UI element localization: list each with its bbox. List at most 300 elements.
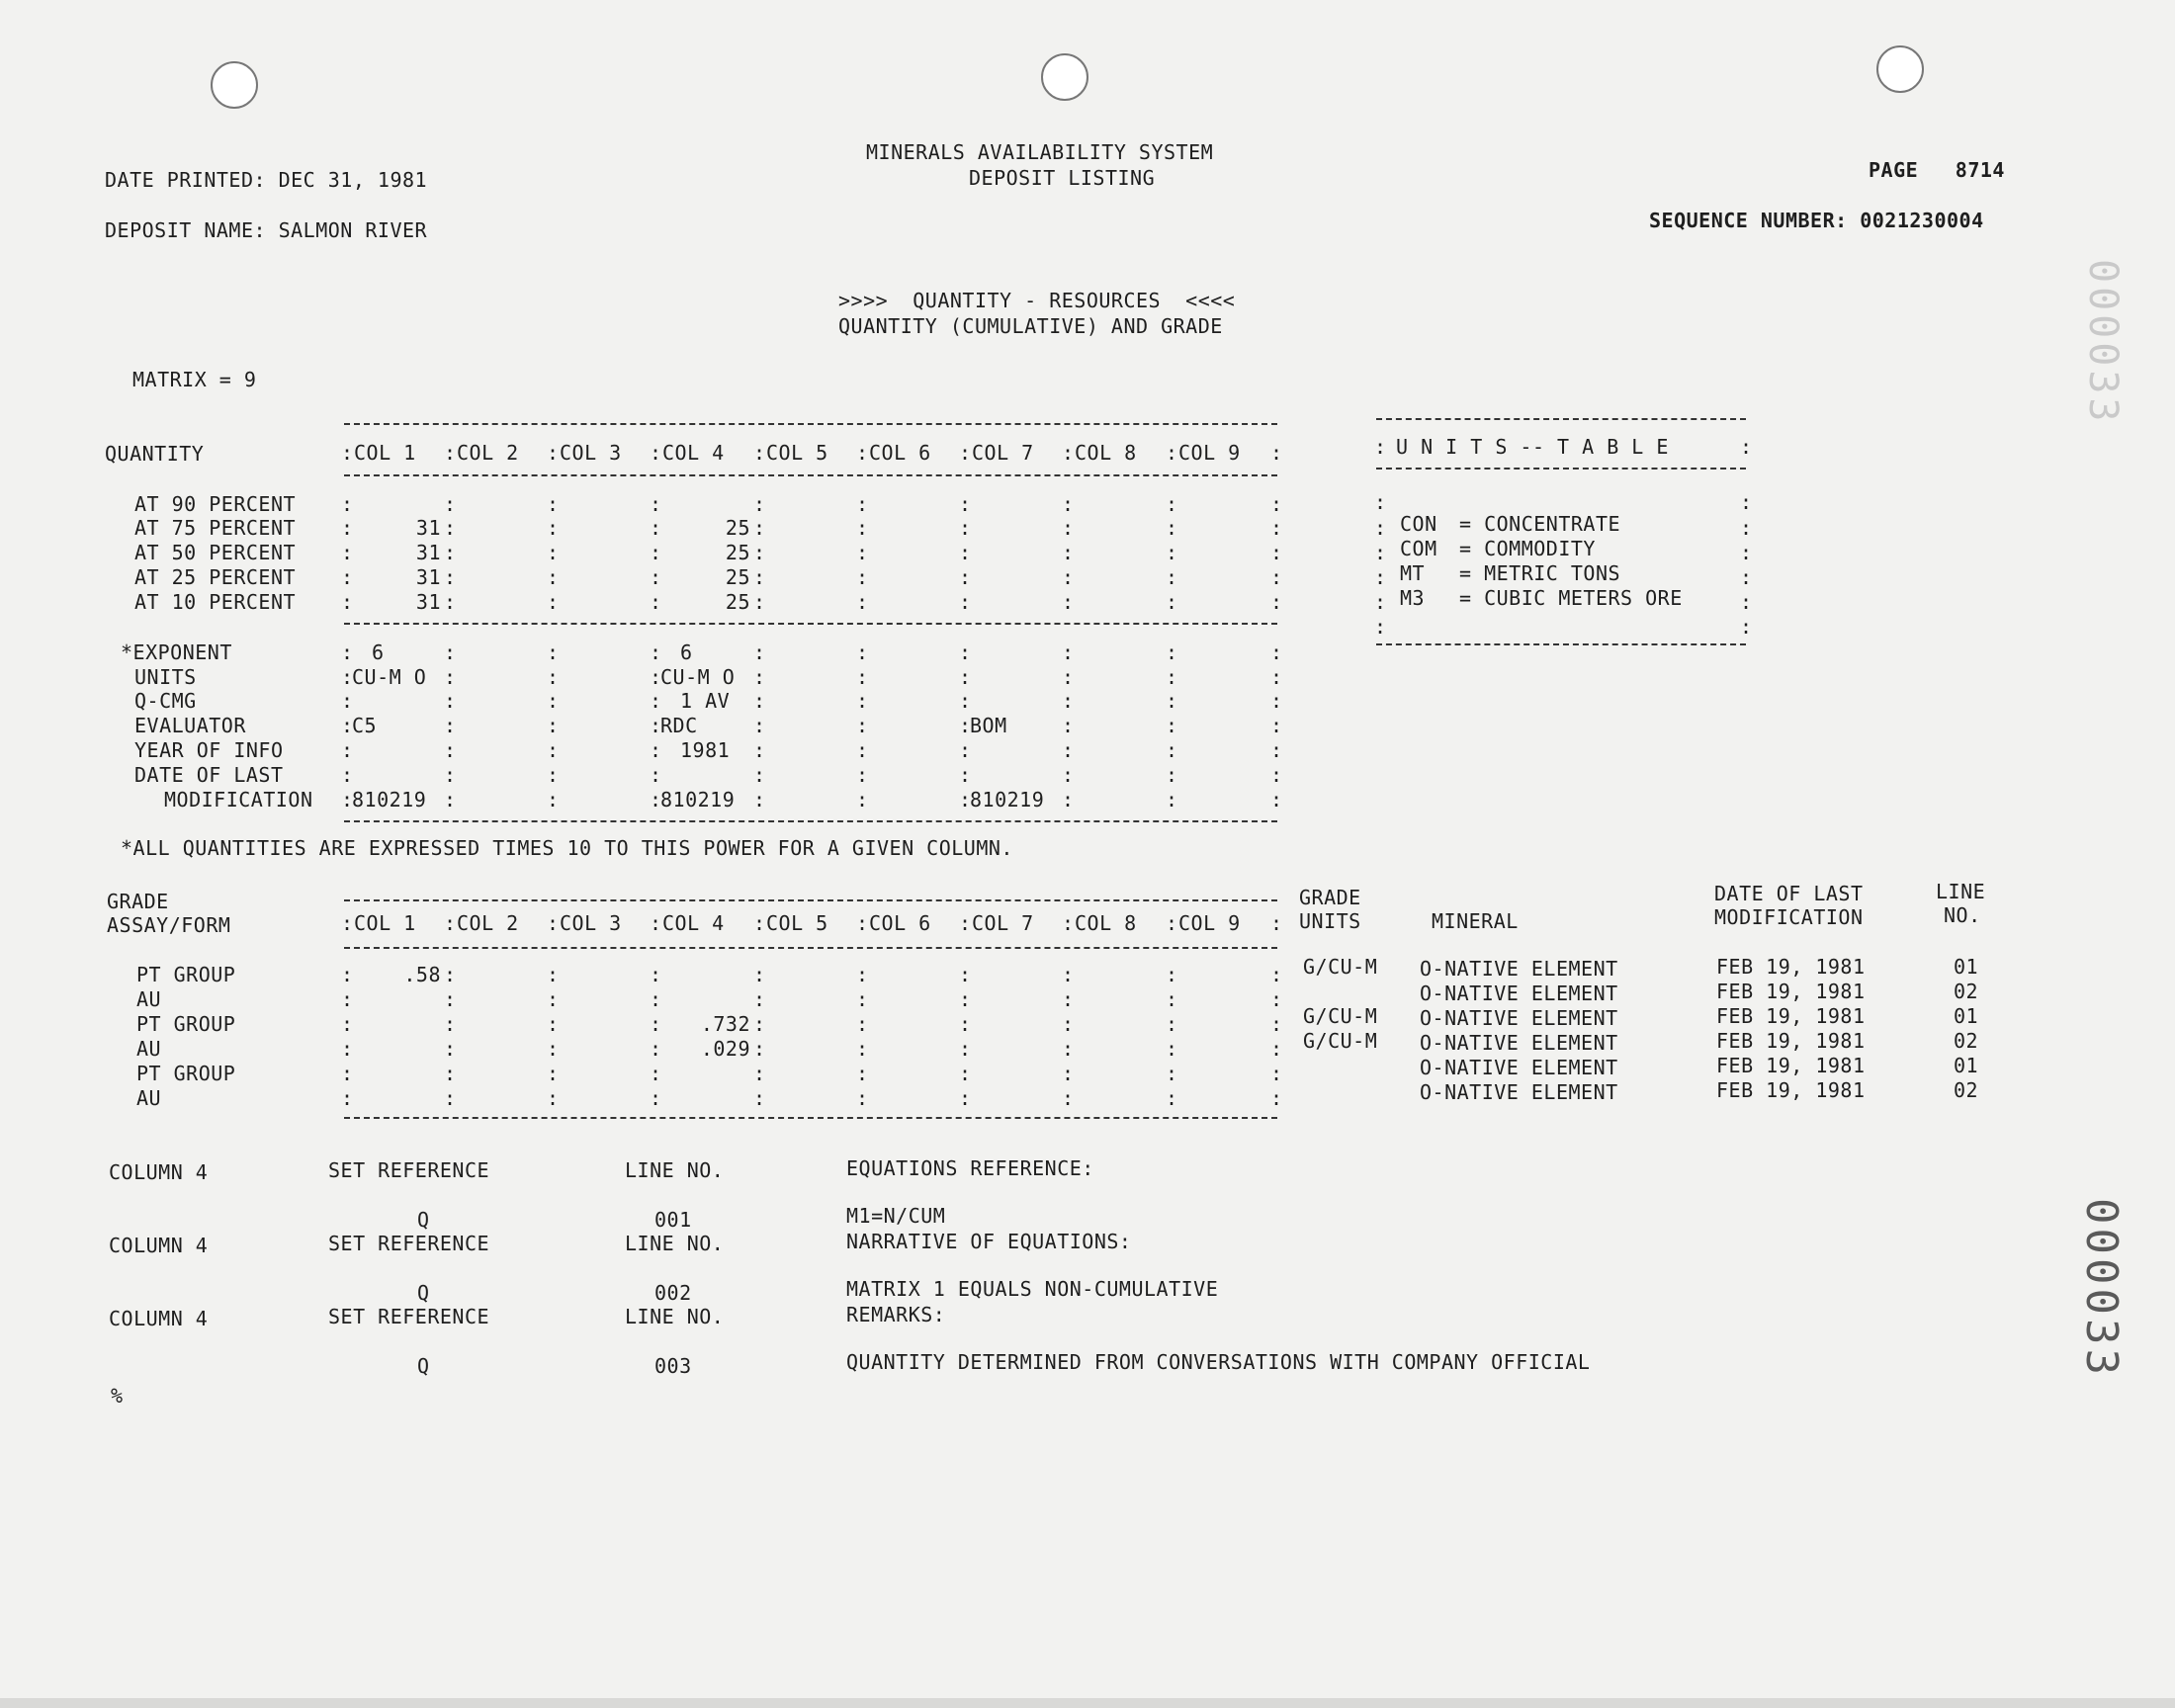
column-separator: : bbox=[1166, 1037, 1178, 1061]
column-separator: : bbox=[1166, 1062, 1178, 1085]
column-header-colon: : bbox=[1166, 911, 1178, 935]
column-separator: : bbox=[753, 665, 766, 689]
column-separator: : bbox=[1062, 738, 1075, 762]
column-separator: : bbox=[959, 665, 972, 689]
column-separator: : bbox=[650, 640, 662, 664]
column-separator: : bbox=[959, 541, 972, 564]
column-separator: : bbox=[547, 590, 560, 614]
units-table-left-colon: : bbox=[1374, 516, 1387, 540]
quantity-col4-value: 25 bbox=[725, 590, 750, 614]
column-separator: : bbox=[1270, 1086, 1283, 1110]
column-separator: : bbox=[856, 963, 869, 986]
column-separator: : bbox=[547, 714, 560, 737]
column-separator: : bbox=[547, 640, 560, 664]
column-separator: : bbox=[341, 1086, 354, 1110]
column-separator: : bbox=[1270, 763, 1283, 787]
column-separator: : bbox=[650, 492, 662, 516]
grade-row-label: AU bbox=[136, 1086, 162, 1110]
modification-date: FEB 19, 1981 bbox=[1716, 1029, 1866, 1053]
column-separator: : bbox=[959, 565, 972, 589]
grade-units-value: G/CU-M bbox=[1303, 1029, 1378, 1053]
units-code: CON bbox=[1400, 512, 1437, 536]
column-separator: : bbox=[444, 565, 457, 589]
column-separator: : bbox=[341, 590, 354, 614]
column-header-3: COL 3 bbox=[560, 441, 622, 465]
column-separator: : bbox=[444, 987, 457, 1011]
column-separator: : bbox=[341, 689, 354, 713]
grade-row-label: AU bbox=[136, 1037, 162, 1061]
quantity-label: QUANTITY bbox=[105, 442, 205, 466]
line-no-header-2: NO. bbox=[1944, 903, 1981, 927]
units-meaning: = CONCENTRATE bbox=[1459, 512, 1621, 536]
column-separator: : bbox=[341, 987, 354, 1011]
set-reference-label: SET REFERENCE bbox=[328, 1158, 490, 1182]
column-separator: : bbox=[1166, 738, 1178, 762]
column-separator: : bbox=[959, 492, 972, 516]
column-separator: : bbox=[959, 640, 972, 664]
reference-text: QUANTITY DETERMINED FROM CONVERSATIONS WITH COMPANY OFFICIAL bbox=[846, 1350, 1591, 1374]
quantity-col4-value: 25 bbox=[725, 541, 750, 564]
column-header-colon: : bbox=[1270, 441, 1283, 465]
column-separator: : bbox=[1270, 963, 1283, 986]
grade-table-header-rule bbox=[344, 947, 1277, 949]
grade-row-label: PT GROUP bbox=[136, 1012, 236, 1036]
column-separator: : bbox=[444, 714, 457, 737]
meta-col1-value: 6 bbox=[372, 640, 385, 664]
units-meaning: = CUBIC METERS ORE bbox=[1459, 586, 1683, 610]
modification-date: FEB 19, 1981 bbox=[1716, 1054, 1866, 1077]
column-separator: : bbox=[444, 640, 457, 664]
column-separator: : bbox=[650, 565, 662, 589]
meta-row-label: YEAR OF INFO bbox=[134, 738, 284, 762]
grade-row-label: PT GROUP bbox=[136, 1062, 236, 1085]
meta-col4-value: 1981 bbox=[680, 738, 731, 762]
column-separator: : bbox=[856, 738, 869, 762]
column-separator: : bbox=[547, 665, 560, 689]
column-separator: : bbox=[547, 788, 560, 811]
column-separator: : bbox=[444, 516, 457, 540]
units-meaning: = METRIC TONS bbox=[1459, 561, 1621, 585]
units-table-right-colon: : bbox=[1740, 565, 1753, 589]
column-separator: : bbox=[1270, 590, 1283, 614]
grade-table-bottom-rule bbox=[344, 1117, 1277, 1119]
column-separator: : bbox=[547, 963, 560, 986]
column-separator: : bbox=[753, 1037, 766, 1061]
column-separator: : bbox=[753, 689, 766, 713]
column-separator: : bbox=[650, 516, 662, 540]
column-separator: : bbox=[650, 714, 662, 737]
column-separator: : bbox=[444, 1012, 457, 1036]
column-separator: : bbox=[444, 665, 457, 689]
column-separator: : bbox=[341, 1062, 354, 1085]
column-header-colon: : bbox=[341, 441, 354, 465]
column-header-5: COL 5 bbox=[766, 441, 828, 465]
line-number: 02 bbox=[1954, 1078, 1979, 1102]
column-separator: : bbox=[547, 492, 560, 516]
meta-col4-value: RDC bbox=[660, 714, 698, 737]
column-separator: : bbox=[547, 763, 560, 787]
listing-title: DEPOSIT LISTING bbox=[969, 166, 1156, 190]
column-separator: : bbox=[856, 987, 869, 1011]
exponent-footnote: *ALL QUANTITIES ARE EXPRESSED TIMES 10 TO THIS POWER FOR A GIVEN COLUMN. bbox=[121, 836, 1013, 860]
quantity-col4-value: 25 bbox=[725, 565, 750, 589]
column-separator: : bbox=[753, 763, 766, 787]
column-separator: : bbox=[753, 565, 766, 589]
punch-hole-right bbox=[1876, 45, 1924, 93]
column-header-6: COL 6 bbox=[869, 441, 931, 465]
column-separator: : bbox=[341, 516, 354, 540]
units-table-bottom-rule bbox=[1376, 643, 1746, 645]
column-header-colon: : bbox=[856, 911, 869, 935]
column-separator: : bbox=[341, 492, 354, 516]
column-header-2: COL 2 bbox=[457, 441, 519, 465]
column-separator: : bbox=[341, 541, 354, 564]
column-separator: : bbox=[1270, 1037, 1283, 1061]
column-separator: : bbox=[753, 640, 766, 664]
column-separator: : bbox=[650, 1012, 662, 1036]
column-separator: : bbox=[959, 738, 972, 762]
line-no-label: LINE NO. bbox=[625, 1232, 725, 1255]
column-header-6: COL 6 bbox=[869, 911, 931, 935]
column-separator: : bbox=[856, 492, 869, 516]
column-separator: : bbox=[959, 516, 972, 540]
column-header-colon: : bbox=[1166, 441, 1178, 465]
column-header-7: COL 7 bbox=[972, 441, 1034, 465]
line-number: 01 bbox=[1954, 955, 1979, 979]
line-number: 02 bbox=[1954, 980, 1979, 1003]
units-table-right-colon: : bbox=[1740, 615, 1753, 639]
column-separator: : bbox=[444, 492, 457, 516]
section-subtitle: QUANTITY (CUMULATIVE) AND GRADE bbox=[838, 314, 1223, 338]
column-separator: : bbox=[1270, 1062, 1283, 1085]
column-separator: : bbox=[1270, 714, 1283, 737]
column-separator: : bbox=[547, 1037, 560, 1061]
column-separator: : bbox=[1270, 665, 1283, 689]
units-table-left-colon-header: : bbox=[1374, 435, 1387, 459]
column-separator: : bbox=[753, 1012, 766, 1036]
units-table-right-colon: : bbox=[1740, 490, 1753, 514]
units-table-left-colon: : bbox=[1374, 565, 1387, 589]
column-header-2: COL 2 bbox=[457, 911, 519, 935]
column-separator: : bbox=[753, 541, 766, 564]
mineral-header: MINERAL bbox=[1432, 909, 1519, 933]
column-header-1: COL 1 bbox=[354, 911, 416, 935]
column-separator: : bbox=[856, 565, 869, 589]
column-separator: : bbox=[547, 516, 560, 540]
column-header-colon: : bbox=[547, 911, 560, 935]
column-separator: : bbox=[1062, 590, 1075, 614]
reference-heading: EQUATIONS REFERENCE: bbox=[846, 1156, 1094, 1180]
quantity-table-mid-rule bbox=[344, 623, 1277, 625]
column-separator: : bbox=[547, 987, 560, 1011]
quantity-col1-value: 31 bbox=[415, 590, 441, 614]
column-separator: : bbox=[1062, 665, 1075, 689]
column-separator: : bbox=[650, 1062, 662, 1085]
column-separator: : bbox=[1166, 689, 1178, 713]
set-reference-label: SET REFERENCE bbox=[328, 1305, 490, 1328]
column-separator: : bbox=[1166, 763, 1178, 787]
column-separator: : bbox=[1062, 788, 1075, 811]
column-separator: : bbox=[547, 565, 560, 589]
units-table-left-colon: : bbox=[1374, 615, 1387, 639]
column-separator: : bbox=[959, 1086, 972, 1110]
column-separator: : bbox=[444, 963, 457, 986]
column-separator: : bbox=[753, 963, 766, 986]
column-separator: : bbox=[856, 763, 869, 787]
column-separator: : bbox=[1062, 541, 1075, 564]
column-separator: : bbox=[1062, 1062, 1075, 1085]
column-separator: : bbox=[341, 640, 354, 664]
column-separator: : bbox=[753, 788, 766, 811]
meta-col7-value: BOM bbox=[970, 714, 1007, 737]
column-header-5: COL 5 bbox=[766, 911, 828, 935]
line-no-header-1: LINE bbox=[1936, 880, 1986, 903]
line-number: 02 bbox=[1954, 1029, 1979, 1053]
line-no-value: 001 bbox=[654, 1208, 692, 1232]
units-code: MT bbox=[1400, 561, 1426, 585]
column-separator: : bbox=[1166, 492, 1178, 516]
column-separator: : bbox=[1062, 714, 1075, 737]
meta-row-label: Q-CMG bbox=[134, 689, 197, 713]
column-separator: : bbox=[1062, 1086, 1075, 1110]
column-header-colon: : bbox=[856, 441, 869, 465]
column-separator: : bbox=[753, 1086, 766, 1110]
column-separator: : bbox=[959, 1062, 972, 1085]
column-separator: : bbox=[1166, 963, 1178, 986]
grade-col1-value: .58 bbox=[403, 963, 441, 986]
quantity-col4-value: 25 bbox=[725, 516, 750, 540]
reference-heading: NARRATIVE OF EQUATIONS: bbox=[846, 1230, 1132, 1253]
reference-column: COLUMN 4 bbox=[109, 1234, 209, 1257]
column-header-colon: : bbox=[650, 441, 662, 465]
column-separator: : bbox=[341, 788, 354, 811]
column-separator: : bbox=[1062, 689, 1075, 713]
column-header-8: COL 8 bbox=[1075, 441, 1137, 465]
column-separator: : bbox=[444, 788, 457, 811]
column-separator: : bbox=[1166, 1012, 1178, 1036]
quantity-row-label: AT 50 PERCENT bbox=[134, 541, 297, 564]
end-mark: % bbox=[111, 1384, 124, 1408]
column-separator: : bbox=[1062, 565, 1075, 589]
column-separator: : bbox=[856, 1037, 869, 1061]
units-table-left-colon: : bbox=[1374, 490, 1387, 514]
line-number: 01 bbox=[1954, 1004, 1979, 1028]
system-title: MINERALS AVAILABILITY SYSTEM bbox=[866, 140, 1214, 164]
column-separator: : bbox=[444, 689, 457, 713]
column-separator: : bbox=[341, 1012, 354, 1036]
column-separator: : bbox=[753, 714, 766, 737]
column-separator: : bbox=[856, 1086, 869, 1110]
column-separator: : bbox=[341, 714, 354, 737]
column-separator: : bbox=[1062, 1012, 1075, 1036]
column-separator: : bbox=[341, 763, 354, 787]
column-separator: : bbox=[1166, 788, 1178, 811]
quantity-table-bottom-rule bbox=[344, 820, 1277, 822]
reference-text: MATRIX 1 EQUALS NON-CUMULATIVE bbox=[846, 1277, 1219, 1301]
column-header-8: COL 8 bbox=[1075, 911, 1137, 935]
column-separator: : bbox=[1166, 516, 1178, 540]
column-header-colon: : bbox=[959, 911, 972, 935]
grade-units-header-1: GRADE bbox=[1299, 886, 1361, 909]
column-separator: : bbox=[753, 516, 766, 540]
column-header-colon: : bbox=[341, 911, 354, 935]
column-header-colon: : bbox=[959, 441, 972, 465]
mineral-value: O-NATIVE ELEMENT bbox=[1420, 982, 1618, 1005]
reference-column: COLUMN 4 bbox=[109, 1307, 209, 1330]
column-separator: : bbox=[444, 1037, 457, 1061]
column-separator: : bbox=[1062, 492, 1075, 516]
meta-col4-value: 1 AV bbox=[680, 689, 731, 713]
column-header-colon: : bbox=[444, 441, 457, 465]
line-no-value: 003 bbox=[654, 1354, 692, 1378]
sequence-number: SEQUENCE NUMBER: 0021230004 bbox=[1649, 209, 1984, 232]
column-header-7: COL 7 bbox=[972, 911, 1034, 935]
units-table-right-colon: : bbox=[1740, 590, 1753, 614]
date-header-1: DATE OF LAST bbox=[1714, 882, 1864, 905]
column-separator: : bbox=[444, 738, 457, 762]
column-separator: : bbox=[856, 714, 869, 737]
column-separator: : bbox=[341, 1037, 354, 1061]
column-separator: : bbox=[1270, 492, 1283, 516]
grade-units-header-2: UNITS bbox=[1299, 909, 1361, 933]
mineral-value: O-NATIVE ELEMENT bbox=[1420, 1056, 1618, 1079]
units-code: M3 bbox=[1400, 586, 1426, 610]
meta-row-label: *EXPONENT bbox=[121, 640, 232, 664]
column-separator: : bbox=[1166, 640, 1178, 664]
units-table-right-colon-header: : bbox=[1740, 435, 1753, 459]
column-separator: : bbox=[1062, 963, 1075, 986]
column-separator: : bbox=[1166, 665, 1178, 689]
meta-row-label: MODIFICATION bbox=[164, 788, 313, 811]
column-separator: : bbox=[959, 689, 972, 713]
column-separator: : bbox=[1270, 788, 1283, 811]
column-separator: : bbox=[650, 1086, 662, 1110]
quantity-table-top-rule bbox=[344, 423, 1277, 425]
meta-col1-value: 810219 bbox=[352, 788, 427, 811]
column-header-colon: : bbox=[1062, 441, 1075, 465]
column-separator: : bbox=[1166, 541, 1178, 564]
units-table-title: U N I T S -- T A B L E bbox=[1396, 435, 1669, 459]
column-separator: : bbox=[856, 1062, 869, 1085]
column-separator: : bbox=[547, 1062, 560, 1085]
column-separator: : bbox=[959, 987, 972, 1011]
grade-units-value: G/CU-M bbox=[1303, 1004, 1378, 1028]
mineral-value: O-NATIVE ELEMENT bbox=[1420, 1031, 1618, 1055]
column-separator: : bbox=[1062, 640, 1075, 664]
column-header-1: COL 1 bbox=[354, 441, 416, 465]
column-separator: : bbox=[753, 1062, 766, 1085]
column-separator: : bbox=[650, 1037, 662, 1061]
column-header-4: COL 4 bbox=[662, 911, 725, 935]
date-printed: DATE PRINTED: DEC 31, 1981 bbox=[105, 168, 428, 192]
column-separator: : bbox=[959, 1012, 972, 1036]
quantity-col1-value: 31 bbox=[415, 541, 441, 564]
column-separator: : bbox=[959, 788, 972, 811]
column-separator: : bbox=[856, 1012, 869, 1036]
column-separator: : bbox=[753, 987, 766, 1011]
grade-row-label: AU bbox=[136, 987, 162, 1011]
column-separator: : bbox=[856, 788, 869, 811]
column-separator: : bbox=[650, 665, 662, 689]
column-separator: : bbox=[650, 963, 662, 986]
mineral-value: O-NATIVE ELEMENT bbox=[1420, 1080, 1618, 1104]
line-no-label: LINE NO. bbox=[625, 1305, 725, 1328]
meta-col4-value: 810219 bbox=[660, 788, 736, 811]
punch-hole-left bbox=[211, 61, 258, 109]
modification-date: FEB 19, 1981 bbox=[1716, 955, 1866, 979]
column-separator: : bbox=[1270, 516, 1283, 540]
mineral-value: O-NATIVE ELEMENT bbox=[1420, 1006, 1618, 1030]
column-separator: : bbox=[856, 516, 869, 540]
set-reference-value: Q bbox=[417, 1354, 430, 1378]
set-reference-label: SET REFERENCE bbox=[328, 1232, 490, 1255]
quantity-row-label: AT 25 PERCENT bbox=[134, 565, 297, 589]
page-stamp: 000033 bbox=[2076, 1198, 2127, 1379]
column-separator: : bbox=[650, 590, 662, 614]
column-separator: : bbox=[547, 689, 560, 713]
column-separator: : bbox=[1270, 689, 1283, 713]
column-separator: : bbox=[856, 590, 869, 614]
meta-row-label: EVALUATOR bbox=[134, 714, 246, 737]
set-reference-value: Q bbox=[417, 1281, 430, 1305]
column-separator: : bbox=[547, 541, 560, 564]
column-separator: : bbox=[1270, 541, 1283, 564]
units-table-right-colon: : bbox=[1740, 516, 1753, 540]
column-separator: : bbox=[1166, 590, 1178, 614]
punch-hole-center bbox=[1041, 53, 1088, 101]
grade-label-line2: ASSAY/FORM bbox=[107, 913, 231, 937]
column-separator: : bbox=[856, 640, 869, 664]
column-separator: : bbox=[547, 1012, 560, 1036]
column-separator: : bbox=[753, 590, 766, 614]
line-number: 01 bbox=[1954, 1054, 1979, 1077]
column-separator: : bbox=[444, 541, 457, 564]
grade-label-line1: GRADE bbox=[107, 890, 169, 913]
reference-column: COLUMN 4 bbox=[109, 1160, 209, 1184]
column-separator: : bbox=[1270, 738, 1283, 762]
column-separator: : bbox=[856, 541, 869, 564]
column-header-colon: : bbox=[547, 441, 560, 465]
column-separator: : bbox=[1166, 1086, 1178, 1110]
column-separator: : bbox=[753, 492, 766, 516]
date-header-2: MODIFICATION bbox=[1714, 905, 1864, 929]
units-table-header-rule bbox=[1376, 468, 1746, 470]
page-number: PAGE 8714 bbox=[1869, 158, 2005, 182]
column-separator: : bbox=[650, 763, 662, 787]
column-separator: : bbox=[1270, 565, 1283, 589]
column-header-9: COL 9 bbox=[1178, 911, 1241, 935]
column-separator: : bbox=[444, 590, 457, 614]
column-separator: : bbox=[341, 665, 354, 689]
column-separator: : bbox=[1062, 763, 1075, 787]
column-separator: : bbox=[444, 763, 457, 787]
column-separator: : bbox=[1166, 565, 1178, 589]
column-header-colon: : bbox=[753, 911, 766, 935]
column-separator: : bbox=[650, 788, 662, 811]
quantity-col1-value: 31 bbox=[415, 565, 441, 589]
grade-units-value: G/CU-M bbox=[1303, 955, 1378, 979]
units-table-right-colon: : bbox=[1740, 541, 1753, 564]
page-stamp-faint: 000033 bbox=[2080, 259, 2126, 426]
quantity-col1-value: 31 bbox=[415, 516, 441, 540]
modification-date: FEB 19, 1981 bbox=[1716, 1004, 1866, 1028]
column-separator: : bbox=[341, 738, 354, 762]
column-separator: : bbox=[959, 1037, 972, 1061]
quantity-table-header-rule bbox=[344, 474, 1277, 476]
column-separator: : bbox=[547, 738, 560, 762]
column-separator: : bbox=[1062, 987, 1075, 1011]
column-separator: : bbox=[341, 963, 354, 986]
